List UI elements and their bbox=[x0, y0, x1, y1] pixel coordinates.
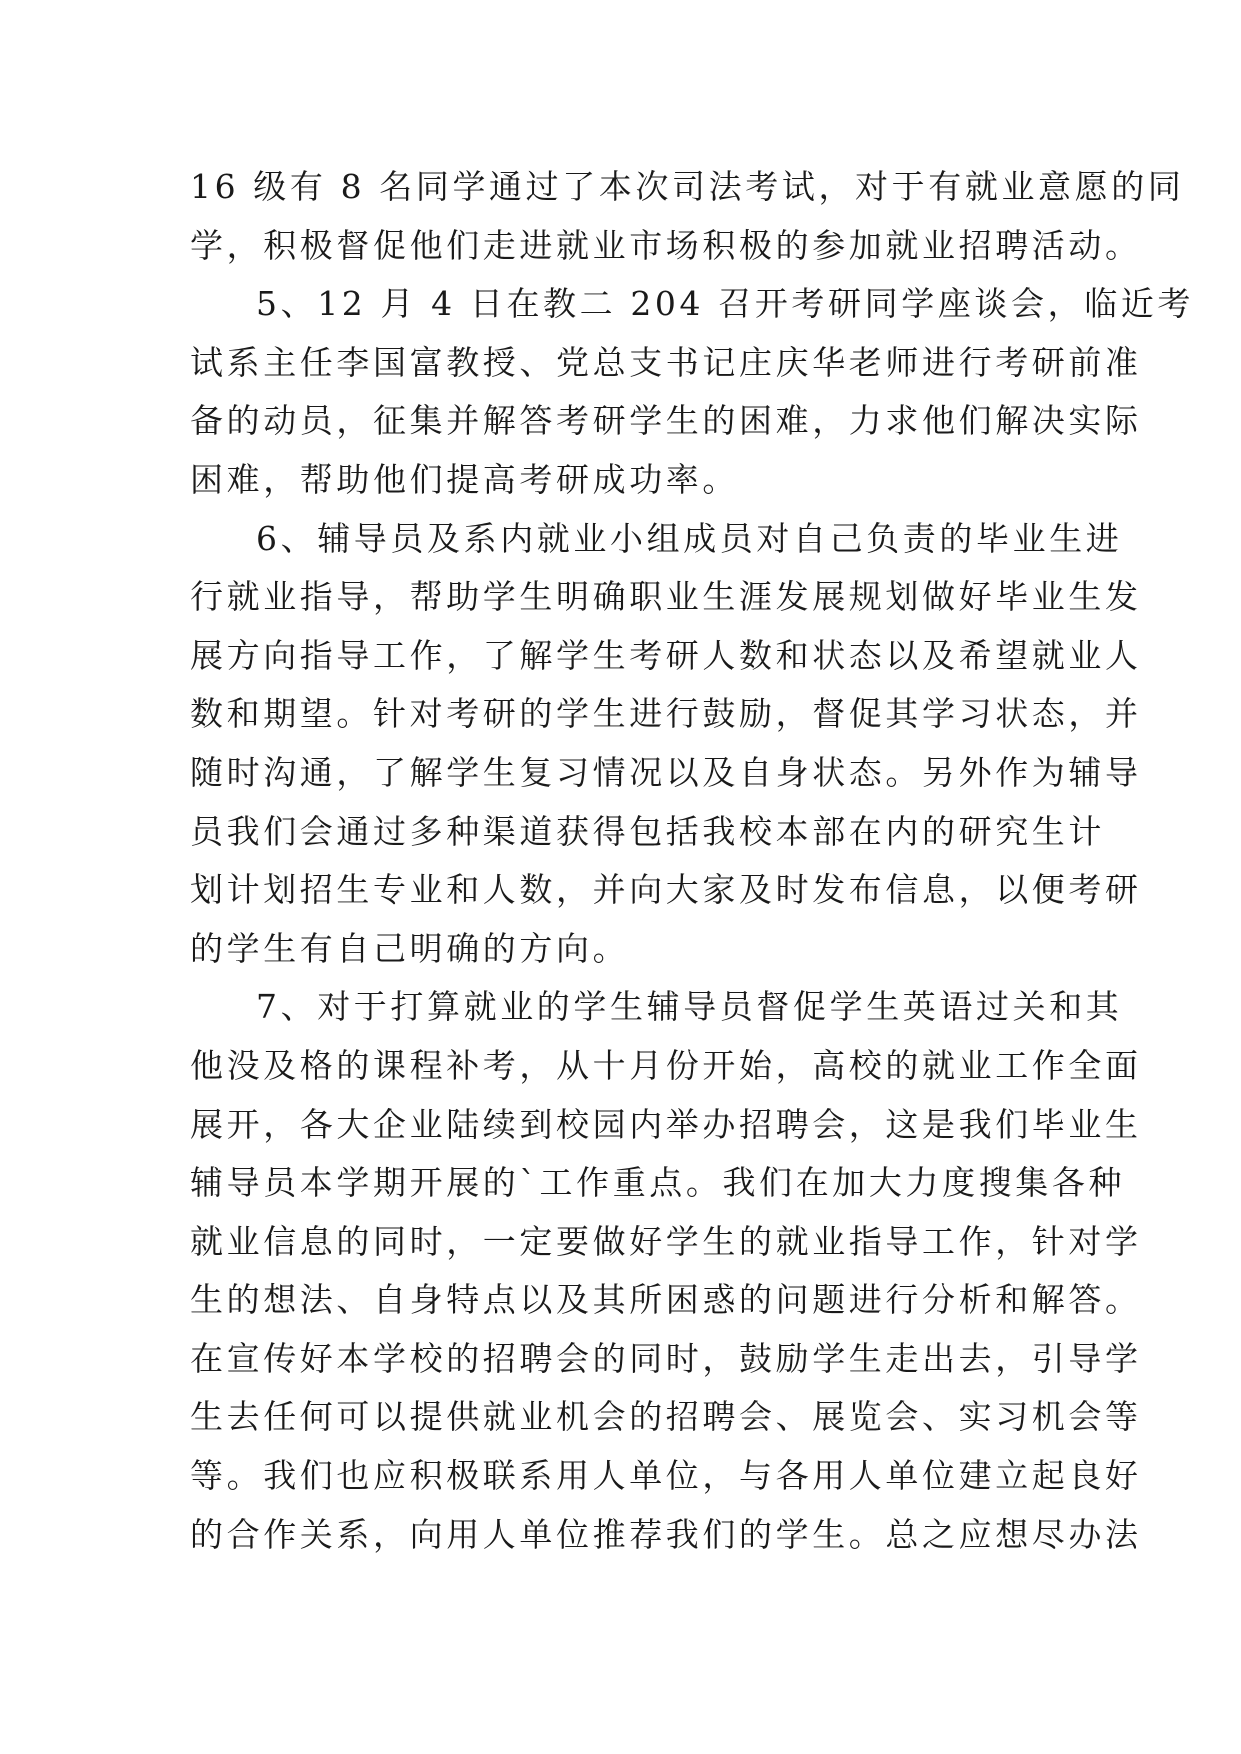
text-line: 生去任何可以提供就业机会的招聘会、展览会、实习机会等 bbox=[190, 1397, 1142, 1437]
text-line: 生的想法、自身特点以及其所困惑的问题进行分析和解答。 bbox=[190, 1280, 1142, 1320]
text-line: 员我们会通过多种渠道获得包括我校本部在内的研究生计 bbox=[190, 811, 1105, 851]
text-line: 他没及格的课程补考，从十月份开始，高校的就业工作全面 bbox=[190, 1045, 1142, 1085]
text-line: 展方向指导工作，了解学生考研人数和状态以及希望就业人 bbox=[190, 635, 1142, 675]
text-line: 就业信息的同时，一定要做好学生的就业指导工作，针对学 bbox=[190, 1221, 1142, 1261]
text-line: 等。我们也应积极联系用人单位，与各用人单位建立起良好 bbox=[190, 1456, 1142, 1496]
paragraph-start-line: 5、12 月 4 日在教二 204 召开考研同学座谈会，临近考 bbox=[256, 284, 1195, 324]
text-line: 备的动员，征集并解答考研学生的困难，力求他们解决实际 bbox=[190, 401, 1142, 441]
text-line: 的合作关系，向用人单位推荐我们的学生。总之应想尽办法 bbox=[190, 1514, 1142, 1554]
text-line: 困难，帮助他们提高考研成功率。 bbox=[190, 459, 739, 499]
text-line: 16 级有 8 名同学通过了本次司法考试，对于有就业意愿的同 bbox=[190, 167, 1185, 206]
text-line: 行就业指导，帮助学生明确职业生涯发展规划做好毕业生发 bbox=[190, 577, 1142, 617]
text-line: 随时沟通，了解学生复习情况以及自身状态。另外作为辅导 bbox=[190, 752, 1142, 792]
paragraph-start-line: 6、辅导员及系内就业小组成员对自己负责的毕业生进 bbox=[256, 518, 1123, 558]
text-line: 辅导员本学期开展的`工作重点。我们在加大力度搜集各种 bbox=[190, 1163, 1126, 1203]
text-line: 学，积极督促他们走进就业市场积极的参加就业招聘活动。 bbox=[190, 225, 1142, 265]
text-line: 的学生有自己明确的方向。 bbox=[190, 928, 630, 968]
body-text bbox=[190, 158, 1195, 1564]
text-line: 划计划招生专业和人数，并向大家及时发布信息，以便考研 bbox=[190, 870, 1142, 910]
text-line: 在宣传好本学校的招聘会的同时，鼓励学生走出去，引导学 bbox=[190, 1338, 1142, 1378]
paragraph-start-line: 7、对于打算就业的学生辅导员督促学生英语过关和其 bbox=[256, 987, 1123, 1027]
text-line: 数和期望。针对考研的学生进行鼓励，督促其学习状态，并 bbox=[190, 694, 1142, 734]
text-line: 试系主任李国富教授、党总支书记庄庆华老师进行考研前准 bbox=[190, 342, 1142, 382]
text-line: 展开，各大企业陆续到校园内举办招聘会，这是我们毕业生 bbox=[190, 1104, 1142, 1144]
